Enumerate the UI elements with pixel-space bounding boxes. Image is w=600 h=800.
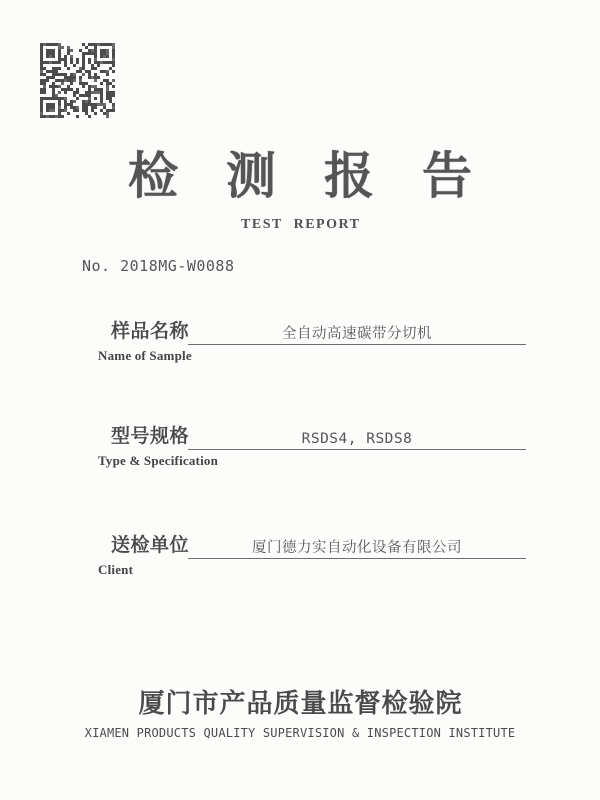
footer-en-row xyxy=(0,726,600,740)
field-value: 厦门德力实自动化设备有限公司 xyxy=(252,540,462,557)
field-client xyxy=(0,536,600,596)
institute-name: 厦门市产品质量监督检验院 xyxy=(138,689,463,718)
footer-row xyxy=(0,689,600,719)
field-underline xyxy=(188,536,526,559)
field-value: RSDS4, RSDS8 xyxy=(301,431,413,448)
page-title: 检测报告 xyxy=(128,148,520,204)
field-name-of-sample xyxy=(0,322,600,382)
field-underline xyxy=(188,322,526,345)
field-type-specification xyxy=(0,427,600,487)
institute-name-english: XIAMEN PRODUCTS QUALITY SUPERVISION & INSPECTION INSTITUTE xyxy=(84,726,516,740)
field-label-cn: 型号规格 xyxy=(110,426,189,447)
field-label-cn: 送检单位 xyxy=(110,535,189,556)
page-title-english: TEST REPORT xyxy=(241,217,361,232)
field-label-en: Client xyxy=(98,562,134,577)
title-en-row xyxy=(0,217,600,233)
field-value: 全自动高速碳带分切机 xyxy=(282,326,432,343)
report-number: No. 2018MG-W0088 xyxy=(82,257,235,275)
qr-code-icon xyxy=(40,43,115,118)
field-label-en: Type & Specification xyxy=(98,453,219,468)
field-label-en: Name of Sample xyxy=(98,348,192,363)
field-underline xyxy=(188,427,526,450)
title-row xyxy=(0,148,600,206)
field-label-cn: 样品名称 xyxy=(110,321,189,342)
